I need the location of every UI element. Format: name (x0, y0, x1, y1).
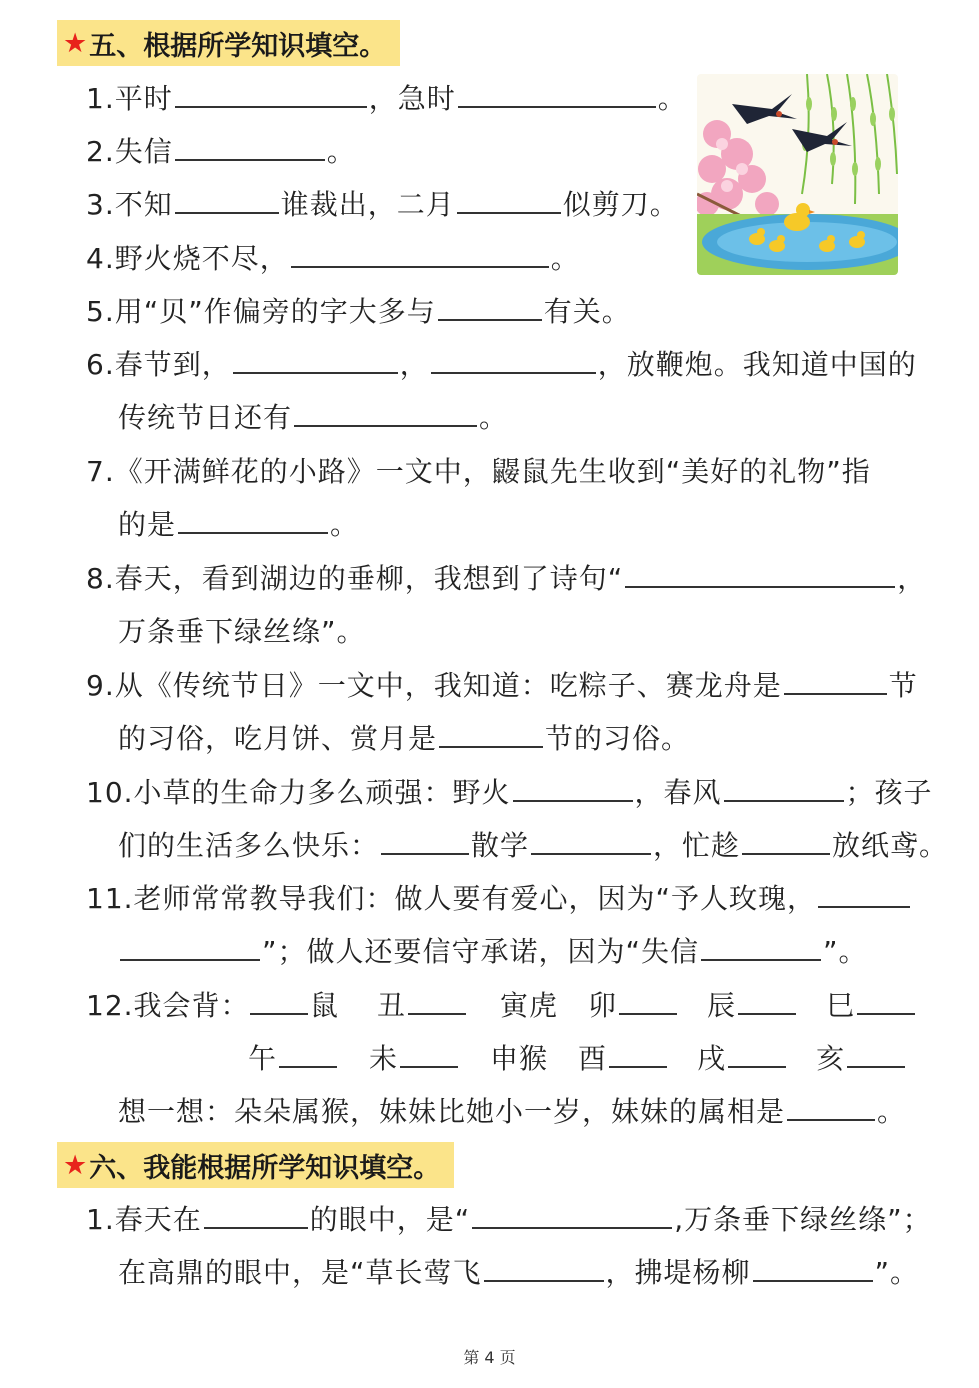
question-text: 。 (877, 1095, 907, 1128)
question-11-cont (118, 935, 868, 969)
zodiac-item: 未 (369, 1042, 399, 1075)
answer-blank[interactable] (458, 82, 656, 108)
question-text: 。 (550, 242, 580, 275)
answer-blank[interactable] (513, 776, 633, 802)
answer-blank[interactable] (724, 776, 844, 802)
question-text: 12.我会背： (86, 989, 250, 1022)
answer-blank[interactable] (619, 989, 677, 1015)
question-text: 8.春天，看到湖边的垂柳，我想到了诗句“ (86, 562, 624, 595)
zodiac-item: 午 (248, 1042, 278, 1075)
answer-blank[interactable] (120, 935, 260, 961)
answer-blank[interactable] (381, 829, 469, 855)
question-text: 。 (479, 401, 509, 434)
question-text: ，急时 (368, 82, 456, 115)
question-text: 节的习俗。 (545, 722, 691, 755)
zodiac-item: 辰 (707, 989, 737, 1022)
zodiac-item: 戌 (697, 1042, 727, 1075)
star-icon: ★ (63, 27, 88, 59)
zodiac-item: 巳 (826, 989, 856, 1022)
think-question (118, 1095, 906, 1129)
answer-blank[interactable] (175, 188, 279, 214)
zodiac-item: 卯 (588, 989, 618, 1022)
answer-blank[interactable] (742, 829, 830, 855)
answer-blank[interactable] (484, 1256, 604, 1282)
answer-blank[interactable] (204, 1203, 308, 1229)
question-text: 谁裁出，二月 (280, 188, 455, 221)
answer-blank[interactable] (279, 1042, 337, 1068)
zodiac-item: 亥 (816, 1042, 846, 1075)
zodiac-item: 鼠 (310, 989, 340, 1022)
question-4 (86, 242, 580, 276)
question-text: 的习俗，吃月饼、赏月是 (118, 722, 438, 755)
question-text: 1.平时 (86, 82, 173, 115)
question-text: 6.春节到， (86, 348, 231, 381)
star-icon: ★ (63, 1149, 88, 1181)
question-text: 想一想：朵朵属猴，妹妹比她小一岁，妹妹的属相是 (118, 1095, 786, 1128)
answer-blank[interactable] (625, 562, 895, 588)
section-header (57, 1142, 454, 1188)
question-8 (86, 562, 926, 596)
question-text: 似剪刀。 (562, 188, 679, 221)
zodiac-item: 酉 (578, 1042, 608, 1075)
zodiac-row-2 (248, 1042, 907, 1076)
question-text: 11.老师常常教导我们：做人要有爱心，因为“予人玫瑰， (86, 882, 817, 915)
question-text: 放纸鸢。 (832, 829, 949, 862)
answer-blank[interactable] (408, 989, 466, 1015)
spring-illustration (697, 74, 898, 275)
question-text: ,万条垂下绿丝绦”； (674, 1203, 932, 1236)
question-text: 在高鼎的眼中，是“草长莺飞 (118, 1256, 482, 1289)
zodiac-row-1 (248, 989, 917, 1023)
question-text: 。 (326, 135, 356, 168)
question-text: ”。 (823, 935, 868, 968)
question-text: 。 (657, 82, 687, 115)
answer-blank[interactable] (857, 989, 915, 1015)
answer-blank[interactable] (438, 295, 542, 321)
question-text: ，忙趁 (653, 829, 741, 862)
question-text: ”；做人还要信守承诺，因为“失信 (262, 935, 700, 968)
answer-blank[interactable] (294, 401, 477, 427)
answer-blank[interactable] (753, 1256, 873, 1282)
question-3 (86, 188, 679, 222)
question-text: 4.野火烧不尽， (86, 242, 289, 275)
answer-blank[interactable] (175, 82, 367, 108)
zodiac-item: 寅虎 (500, 989, 559, 1022)
question-text: ， (399, 348, 429, 381)
answer-blank[interactable] (431, 348, 596, 374)
section-header (57, 20, 400, 66)
question-text: 节 (888, 669, 918, 702)
question-text: 7.《开满鲜花的小路》一文中，鼹鼠先生收到“美好的礼物”指 (86, 455, 871, 488)
answer-blank[interactable] (472, 1203, 672, 1229)
question-text: 5.用“贝”作偏旁的字大多与 (86, 295, 436, 328)
question-2 (86, 135, 356, 169)
question-text: 的是 (118, 508, 177, 541)
question-text: 散学 (471, 829, 530, 862)
question-7 (86, 455, 871, 489)
question-10-cont (118, 829, 948, 863)
answer-blank[interactable] (233, 348, 398, 374)
question-text: 万条垂下绿丝绦”。 (118, 615, 366, 648)
answer-blank[interactable] (701, 935, 821, 961)
question-text: 9.从《传统节日》一文中，我知道：吃粽子、赛龙舟是 (86, 669, 782, 702)
question-text: 们的生活多么快乐： (118, 829, 380, 862)
answer-blank[interactable] (178, 508, 328, 534)
question-text: 传统节日还有 (118, 401, 293, 434)
question-text: 10.小草的生命力多么顽强：野火 (86, 776, 511, 809)
question-6 (86, 348, 917, 382)
question-text: 1.春天在 (86, 1203, 202, 1236)
section6-question-1 (86, 1203, 932, 1237)
question-text: 有关。 (543, 295, 631, 328)
page-number: 第 4 页 (463, 1348, 516, 1367)
question-9-cont (118, 722, 690, 756)
answer-blank[interactable] (787, 1095, 875, 1121)
answer-blank[interactable] (291, 242, 549, 268)
question-text: 3.不知 (86, 188, 173, 221)
answer-blank[interactable] (818, 882, 910, 908)
question-text: 2.失信 (86, 135, 173, 168)
answer-blank[interactable] (439, 722, 543, 748)
question-text: ， (897, 562, 927, 595)
question-5 (86, 295, 631, 329)
question-6-cont (118, 401, 508, 435)
zodiac-item: 丑 (377, 989, 407, 1022)
answer-blank[interactable] (175, 135, 325, 161)
question-8-cont (118, 615, 366, 649)
answer-blank[interactable] (400, 1042, 458, 1068)
question-text: 。 (330, 508, 360, 541)
answer-blank[interactable] (609, 1042, 667, 1068)
zodiac-item: 申猴 (490, 1042, 549, 1075)
answer-blank[interactable] (250, 989, 308, 1015)
question-1 (86, 82, 687, 116)
question-text: ”。 (874, 1256, 920, 1289)
question-text: 的眼中，是“ (309, 1203, 471, 1236)
question-text: ；孩子 (845, 776, 933, 809)
answer-blank[interactable] (738, 989, 796, 1015)
question-text: ，放鞭炮。我知道中国的 (597, 348, 917, 381)
question-10 (86, 776, 933, 810)
answer-blank[interactable] (784, 669, 887, 695)
question-9 (86, 669, 918, 703)
answer-blank[interactable] (457, 188, 561, 214)
question-11 (86, 882, 912, 916)
answer-blank[interactable] (847, 1042, 905, 1068)
question-text: ，春风 (634, 776, 722, 809)
section-title: 六、我能根据所学知识填空。 (89, 1152, 441, 1184)
section6-question-1-cont (118, 1256, 919, 1290)
question-text: ，拂堤杨柳 (605, 1256, 751, 1289)
answer-blank[interactable] (728, 1042, 786, 1068)
question-12-label (86, 989, 250, 1023)
answer-blank[interactable] (531, 829, 651, 855)
section-title: 五、根据所学知识填空。 (89, 30, 387, 62)
question-7-cont (118, 508, 359, 542)
